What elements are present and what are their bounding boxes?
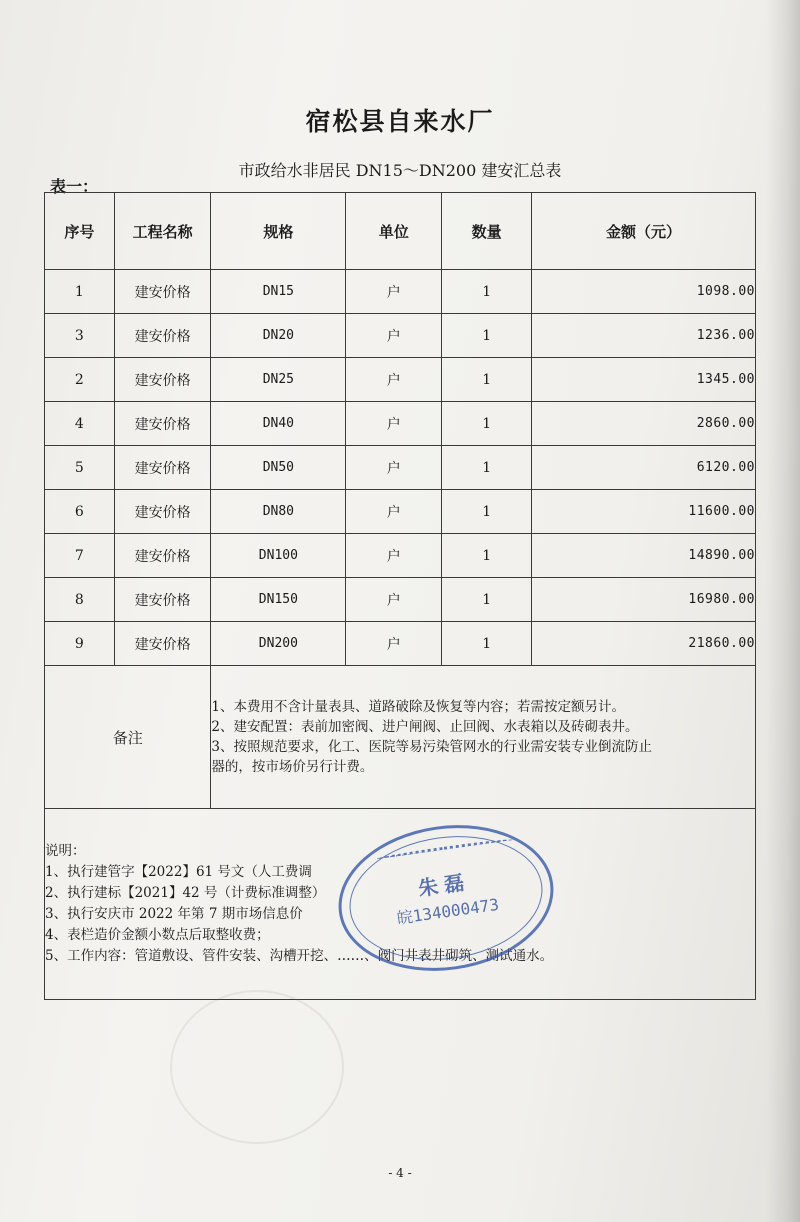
- remarks-label: 备注: [45, 666, 211, 809]
- cell-index: 8: [45, 578, 115, 622]
- cell-index: 9: [45, 622, 115, 666]
- cell-index: 3: [45, 314, 115, 358]
- cell-unit: 户: [346, 358, 442, 402]
- cell-spec: DN15: [211, 270, 346, 314]
- header-project-name: 工程名称: [114, 193, 211, 270]
- remarks-row: [45, 666, 756, 809]
- note-line: 3、执行安庆市 2022 年第 7 期市场信息价: [45, 906, 303, 922]
- cell-unit: 户: [346, 578, 442, 622]
- cell-amount: 1345.00: [532, 358, 756, 402]
- cell-index: 4: [45, 402, 115, 446]
- table-row: [45, 402, 756, 446]
- cell-amount: 6120.00: [532, 446, 756, 490]
- cell-amount: 14890.00: [532, 534, 756, 578]
- cell-quantity: 1: [442, 490, 532, 534]
- cell-amount: 11600.00: [532, 490, 756, 534]
- cell-spec: DN25: [211, 358, 346, 402]
- note-line: 1、执行建管字【2022】61 号文（人工费调: [45, 864, 312, 880]
- remark-line: 3、按照规范要求，化工、医院等易污染管网水的行业需安装专业倒流防止: [211, 739, 653, 755]
- cell-quantity: 1: [442, 622, 532, 666]
- cell-amount: 1098.00: [532, 270, 756, 314]
- cell-amount: 1236.00: [532, 314, 756, 358]
- table-row: [45, 490, 756, 534]
- faded-seal-impression: [170, 990, 344, 1144]
- cell-amount: 16980.00: [532, 578, 756, 622]
- remark-line: 器的，按市场价另行计费。: [211, 759, 374, 775]
- note-line: 4、表栏造价金额小数点后取整收费；: [45, 927, 270, 943]
- table-row: [45, 578, 756, 622]
- cell-project-name: 建安价格: [114, 358, 211, 402]
- cell-index: 6: [45, 490, 115, 534]
- document-title: 宿松县自来水厂: [305, 107, 495, 136]
- cell-quantity: 1: [442, 446, 532, 490]
- page-number: - 4 -: [388, 1166, 412, 1180]
- table-row: [45, 446, 756, 490]
- cell-project-name: 建安价格: [114, 534, 211, 578]
- remark-line: 1、本费用不含计量表具、道路破除及恢复等内容；若需按定额另计。: [211, 699, 626, 715]
- cell-project-name: 建安价格: [114, 490, 211, 534]
- cell-amount: 2860.00: [532, 402, 756, 446]
- cell-amount: 21860.00: [532, 622, 756, 666]
- header-index: 序号: [45, 193, 115, 270]
- cell-quantity: 1: [442, 578, 532, 622]
- table-row: [45, 622, 756, 666]
- header-unit: 单位: [346, 193, 442, 270]
- table-row: [45, 358, 756, 402]
- cell-spec: DN150: [211, 578, 346, 622]
- cell-quantity: 1: [442, 402, 532, 446]
- cell-unit: 户: [346, 402, 442, 446]
- cell-unit: 户: [346, 270, 442, 314]
- cell-quantity: 1: [442, 358, 532, 402]
- cell-index: 5: [45, 446, 115, 490]
- cell-index: 7: [45, 534, 115, 578]
- table-label: 表一：: [50, 177, 99, 196]
- stamp-name: 朱磊: [416, 869, 472, 901]
- note-line: 2、执行建标【2021】42 号（计费标准调整）: [45, 885, 326, 901]
- cell-project-name: 建安价格: [114, 270, 211, 314]
- cell-project-name: 建安价格: [114, 314, 211, 358]
- header-spec: 规格: [211, 193, 346, 270]
- table-row: [45, 314, 756, 358]
- cell-project-name: 建安价格: [114, 446, 211, 490]
- cell-unit: 户: [346, 490, 442, 534]
- cell-quantity: 1: [442, 534, 532, 578]
- cell-spec: DN100: [211, 534, 346, 578]
- page-fold-shadow: [766, 0, 800, 1222]
- cell-index: 2: [45, 358, 115, 402]
- header-quantity: 数量: [442, 193, 532, 270]
- note-line: 5、工作内容：管道敷设、管件安装、沟槽开挖、……、阀门井表井砌筑、测试通水。: [45, 948, 554, 964]
- cell-quantity: 1: [442, 270, 532, 314]
- header-amount: 金额（元）: [532, 193, 756, 270]
- cell-spec: DN200: [211, 622, 346, 666]
- cell-spec: DN40: [211, 402, 346, 446]
- table-row: [45, 534, 756, 578]
- cell-index: 1: [45, 270, 115, 314]
- stamp-code: 皖134000473: [395, 894, 501, 928]
- cell-project-name: 建安价格: [114, 402, 211, 446]
- cell-unit: 户: [346, 622, 442, 666]
- cell-project-name: 建安价格: [114, 578, 211, 622]
- table-header-row: [45, 193, 756, 270]
- remark-line: 2、建安配置：表前加密阀、进户闸阀、止回阀、水表箱以及砖砌表井。: [211, 719, 639, 735]
- cell-unit: 户: [346, 534, 442, 578]
- cell-unit: 户: [346, 314, 442, 358]
- remarks-content: [211, 666, 756, 809]
- cell-spec: DN50: [211, 446, 346, 490]
- cell-quantity: 1: [442, 314, 532, 358]
- cell-spec: DN20: [211, 314, 346, 358]
- table-caption: 市政给水非居民 DN15～DN200 建安汇总表: [238, 161, 562, 180]
- cell-project-name: 建安价格: [114, 622, 211, 666]
- cell-unit: 户: [346, 446, 442, 490]
- table-row: [45, 270, 756, 314]
- cell-spec: DN80: [211, 490, 346, 534]
- notes-title: 说明：: [45, 843, 86, 859]
